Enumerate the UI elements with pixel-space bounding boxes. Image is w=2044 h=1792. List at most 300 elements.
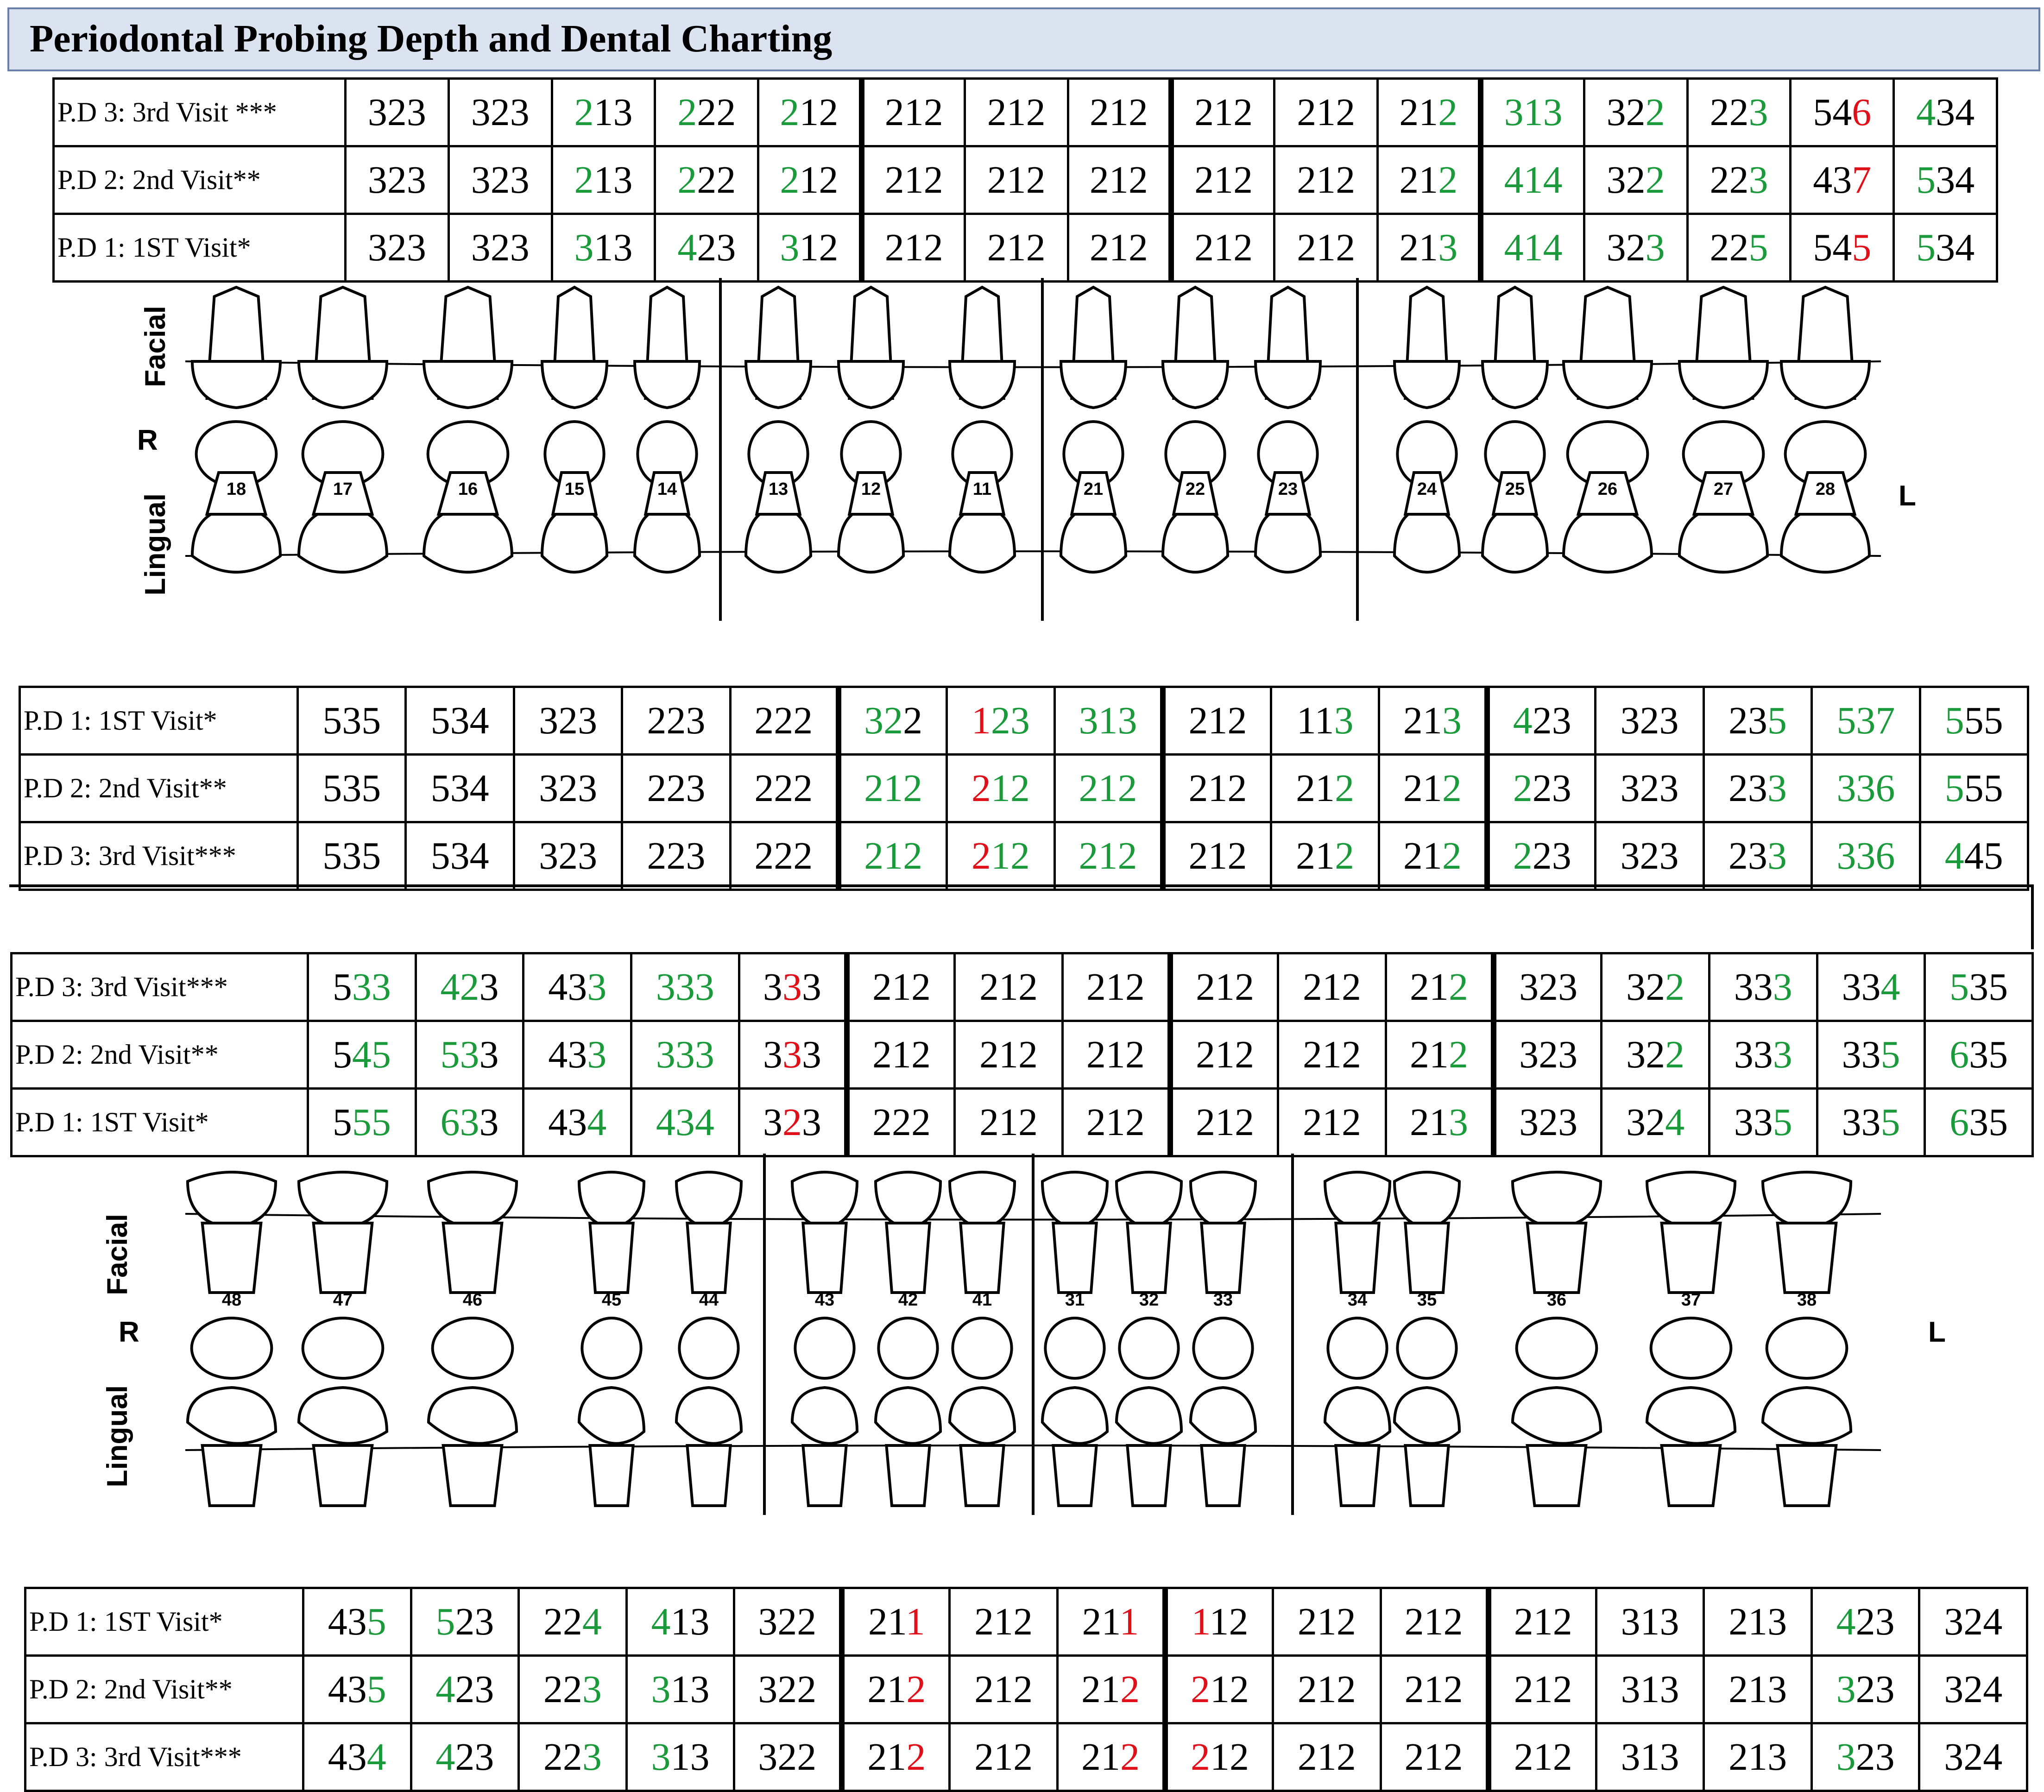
probing-depth-cell (626, 1723, 734, 1791)
probing-digit: 4 (469, 699, 489, 742)
probing-digit: 4 (1983, 1668, 2003, 1711)
probing-digit: 2 (1399, 158, 1419, 202)
probing-digit: 2 (1120, 1668, 1140, 1711)
probing-digit: 3 (690, 1600, 710, 1643)
probing-digit: 2 (1235, 1033, 1255, 1076)
probing-depth-cell (1378, 79, 1481, 146)
probing-depth-cell (308, 1021, 416, 1089)
probing-digit: 2 (1336, 1600, 1356, 1643)
probing-digit: 1 (1419, 91, 1438, 134)
visit-label: P.D 1: 1ST Visit* (12, 1089, 308, 1156)
probing-depth-cell (1055, 755, 1163, 822)
probing-digit: 3 (690, 1735, 710, 1779)
probing-depth-cell (1487, 687, 1595, 755)
probing-digit: 3 (510, 91, 530, 134)
probing-digit: 2 (1403, 699, 1423, 742)
probing-digit: 1 (1316, 91, 1336, 134)
probing-depth-cell (847, 953, 955, 1021)
probing-digit: 2 (543, 1735, 563, 1779)
probing-digit: 2 (1297, 158, 1317, 202)
probing-digit: 2 (1442, 834, 1462, 877)
probing-digit: 1 (998, 1033, 1018, 1076)
probing-digit: 2 (1552, 1735, 1572, 1779)
probing-digit: 3 (574, 226, 594, 269)
probing-digit: 2 (971, 834, 991, 877)
visit-label: P.D 2: 2nd Visit** (25, 1656, 303, 1723)
probing-digit: 2 (1646, 1033, 1665, 1076)
probing-digit: 4 (435, 1735, 455, 1779)
probing-depth-cell (1811, 1656, 1919, 1723)
upper-top-probing-table (52, 77, 1998, 283)
probing-digit: 3 (568, 1101, 587, 1144)
probing-digit: 2 (1117, 834, 1137, 877)
probing-row (12, 1089, 2033, 1156)
probing-digit: 3 (801, 1033, 821, 1076)
probing-digit: 4 (1983, 1600, 2003, 1643)
probing-digit: 2 (777, 1735, 797, 1779)
probing-digit: 2 (1448, 965, 1468, 1009)
probing-digit: 2 (1409, 1101, 1429, 1144)
visit-label: P.D 3: 3rd Visit*** (25, 1723, 303, 1791)
probing-digit: 5 (1813, 226, 1833, 269)
probing-digit: 3 (1620, 767, 1640, 810)
probing-depth-cell (730, 687, 838, 755)
probing-digit: 2 (558, 767, 578, 810)
tooth-31 (1042, 1172, 1107, 1506)
probing-depth-cell (622, 687, 730, 755)
probing-digit: 2 (903, 699, 923, 742)
probing-digit: 1 (1314, 699, 1334, 742)
probing-digit: 2 (797, 1735, 817, 1779)
probing-digit: 1 (883, 834, 903, 877)
probing-digit: 2 (1532, 834, 1552, 877)
probing-digit: 3 (1836, 834, 1856, 877)
probing-digit: 1 (1119, 1600, 1139, 1643)
probing-digit: 3 (1753, 965, 1773, 1009)
probing-digit: 4 (1813, 158, 1833, 202)
probing-depth-cell (1596, 1723, 1704, 1791)
probing-digit: 3 (450, 699, 470, 742)
probing-digit: 3 (758, 1600, 778, 1643)
tooth-22 (1163, 287, 1228, 572)
probing-depth-cell (1378, 146, 1481, 214)
probing-digit: 2 (1963, 1600, 1983, 1643)
tooth-37 (1647, 1172, 1735, 1506)
probing-digit: 1 (1322, 1033, 1342, 1076)
probing-digit: 2 (1081, 1735, 1101, 1779)
probing-digit: 2 (1963, 1735, 1983, 1779)
tooth-number: 17 (333, 480, 353, 499)
probing-digit: 2 (903, 767, 923, 810)
probing-depth-cell (839, 755, 946, 822)
probing-digit: 2 (1399, 91, 1419, 134)
probing-depth-cell (842, 1656, 950, 1723)
probing-digit: 1 (1191, 1600, 1210, 1643)
probing-digit: 5 (1949, 965, 1969, 1009)
probing-digit: 3 (406, 158, 426, 202)
probing-digit: 3 (1836, 1735, 1856, 1779)
probing-digit: 1 (1214, 91, 1234, 134)
tooth-44 (676, 1172, 741, 1506)
probing-digit: 2 (923, 226, 943, 269)
probing-digit: 2 (923, 158, 943, 202)
probing-depth-cell (411, 1588, 519, 1656)
probing-digit: 2 (1297, 1668, 1317, 1711)
probing-digit: 2 (677, 91, 697, 134)
probing-digit: 4 (469, 834, 489, 877)
probing-digit: 3 (675, 1033, 695, 1076)
probing-depth-cell (1381, 1588, 1489, 1656)
probing-depth-cell (1709, 1021, 1817, 1089)
probing-digit: 2 (1018, 1033, 1038, 1076)
probing-digit: 1 (799, 91, 819, 134)
probing-digit: 3 (1552, 834, 1571, 877)
probing-digit: 2 (819, 226, 839, 269)
probing-digit: 2 (1235, 965, 1255, 1009)
probing-digit: 2 (1855, 1600, 1875, 1643)
probing-digit: 2 (455, 1668, 475, 1711)
probing-digit: 1 (1533, 1735, 1553, 1779)
probing-digit: 3 (347, 1668, 367, 1711)
probing-digit: 2 (1230, 1735, 1249, 1779)
probing-digit: 2 (387, 158, 407, 202)
probing-digit: 3 (1645, 226, 1665, 269)
section-divider-right (2031, 884, 2034, 949)
probing-digit: 3 (1659, 699, 1679, 742)
probing-digit: 2 (1646, 1101, 1665, 1144)
probing-digit: 3 (539, 767, 559, 810)
probing-digit: 5 (1916, 158, 1936, 202)
probing-digit: 5 (1988, 1033, 2008, 1076)
probing-digit: 2 (387, 226, 407, 269)
probing-digit: 3 (1558, 1033, 1578, 1076)
upper-bottom-probing-table (19, 686, 2029, 891)
probing-depth-cell (734, 1656, 842, 1723)
probing-digit: 3 (460, 1101, 479, 1144)
probing-digit: 4 (1955, 158, 1975, 202)
probing-digit: 2 (1128, 158, 1148, 202)
probing-digit: 3 (1969, 1101, 1989, 1144)
probing-digit: 2 (971, 767, 991, 810)
tooth-number: 12 (861, 480, 881, 499)
probing-digit: 1 (905, 1600, 925, 1643)
probing-digit: 1 (1533, 1600, 1553, 1643)
probing-digit: 2 (1342, 965, 1362, 1009)
probing-digit: 2 (1552, 1600, 1572, 1643)
right-side-label: R (119, 1316, 139, 1348)
probing-digit: 2 (987, 226, 1007, 269)
probing-digit: 3 (342, 699, 362, 742)
probing-digit: 1 (1296, 699, 1315, 742)
probing-digit: 2 (1514, 1600, 1533, 1643)
probing-digit: 2 (1728, 699, 1748, 742)
probing-digit: 1 (1109, 226, 1129, 269)
left-side-label: L (1899, 480, 1916, 512)
probing-digit: 2 (1336, 1735, 1356, 1779)
probing-digit: 1 (1317, 1735, 1337, 1779)
probing-digit: 5 (1988, 965, 2008, 1009)
probing-depth-cell (346, 79, 449, 146)
probing-digit: 2 (1303, 965, 1323, 1009)
probing-digit: 3 (782, 1033, 802, 1076)
probing-digit: 3 (474, 1735, 494, 1779)
probing-depth-cell (655, 146, 758, 214)
probing-digit: 2 (1089, 226, 1109, 269)
probing-digit: 1 (1006, 158, 1026, 202)
probing-depth-cell (1596, 755, 1703, 822)
tooth-number: 36 (1546, 1290, 1567, 1310)
probing-digit: 2 (1963, 1668, 1983, 1711)
probing-digit: 2 (1409, 965, 1429, 1009)
probing-digit: 4 (328, 1668, 347, 1711)
section-divider (9, 884, 2034, 887)
probing-digit: 2 (1188, 767, 1208, 810)
probing-digit: 2 (974, 1735, 994, 1779)
probing-depth-cell (416, 1021, 524, 1089)
probing-digit: 2 (1729, 226, 1749, 269)
upper-dental-chart (0, 269, 2044, 630)
probing-depth-cell (1596, 1656, 1704, 1723)
tooth-number: 11 (972, 480, 992, 499)
probing-digit: 2 (987, 158, 1007, 202)
probing-digit: 4 (1513, 699, 1533, 742)
probing-digit: 3 (406, 91, 426, 134)
visit-label: P.D 3: 3rd Visit *** (54, 79, 346, 146)
probing-digit: 2 (1404, 1735, 1424, 1779)
probing-digit: 3 (1621, 1735, 1640, 1779)
probing-depth-cell (1494, 1089, 1602, 1156)
probing-digit: 1 (670, 1668, 690, 1711)
tooth-26 (1564, 287, 1652, 572)
probing-digit: 4 (1543, 158, 1563, 202)
probing-digit: 2 (1013, 1668, 1033, 1711)
probing-digit: 2 (774, 767, 794, 810)
probing-digit: 2 (1296, 767, 1316, 810)
probing-digit: 4 (548, 1101, 568, 1144)
probing-digit: 3 (1747, 834, 1767, 877)
probing-depth-cell (1068, 79, 1171, 146)
probing-digit: 1 (990, 767, 1010, 810)
probing-depth-cell (519, 1723, 627, 1791)
probing-digit: 2 (868, 1600, 888, 1643)
probing-digit: 3 (1856, 834, 1876, 877)
probing-depth-cell (1278, 1089, 1386, 1156)
probing-digit: 2 (1191, 1735, 1211, 1779)
probing-depth-cell (1894, 79, 1997, 146)
probing-digit: 4 (352, 1033, 372, 1076)
probing-digit: 3 (578, 699, 598, 742)
visit-label: P.D 1: 1ST Visit* (54, 214, 346, 282)
probing-digit: 2 (666, 699, 686, 742)
probing-digit: 3 (1552, 767, 1571, 810)
probing-digit: 1 (1006, 226, 1026, 269)
probing-digit: 2 (562, 1600, 582, 1643)
probing-depth-cell (1812, 687, 1920, 755)
probing-digit: 2 (979, 1101, 999, 1144)
probing-digit: 2 (1645, 91, 1665, 134)
probing-digit: 1 (1640, 1600, 1660, 1643)
probing-digit: 4 (328, 1735, 347, 1779)
probing-digit: 2 (990, 699, 1010, 742)
probing-digit: 3 (367, 158, 387, 202)
probing-depth-cell (1919, 1723, 2027, 1791)
probing-digit: 2 (1013, 1735, 1033, 1779)
probing-digit: 5 (361, 834, 381, 877)
probing-digit: 2 (647, 834, 667, 877)
probing-depth-cell (524, 1089, 631, 1156)
probing-digit: 1 (1533, 1668, 1553, 1711)
probing-digit: 1 (1322, 965, 1342, 1009)
probing-digit: 2 (911, 1101, 931, 1144)
probing-digit: 2 (1233, 158, 1253, 202)
probing-digit: 5 (1964, 767, 1984, 810)
probing-digit: 4 (1955, 91, 1975, 134)
tooth-number: 22 (1185, 480, 1205, 499)
probing-depth-cell (524, 953, 631, 1021)
probing-depth-cell (622, 822, 730, 890)
probing-depth-cell (303, 1723, 411, 1791)
probing-digit: 4 (548, 1033, 568, 1076)
lower-top-probing-table (10, 952, 2034, 1157)
probing-digit: 2 (872, 1101, 892, 1144)
probing-digit: 5 (1836, 699, 1856, 742)
probing-digit: 1 (994, 1600, 1014, 1643)
lower-teeth-drawing (0, 1154, 2044, 1524)
probing-digit: 2 (780, 158, 800, 202)
probing-digit: 2 (1194, 91, 1214, 134)
probing-digit: 3 (690, 1668, 710, 1711)
tooth-25 (1483, 287, 1547, 572)
probing-digit: 1 (1424, 1600, 1444, 1643)
probing-digit: 2 (1532, 699, 1552, 742)
probing-digit: 3 (1856, 767, 1876, 810)
probing-digit: 2 (1399, 226, 1419, 269)
probing-depth-cell (1068, 146, 1171, 214)
probing-digit: 2 (1010, 834, 1030, 877)
probing-depth-cell (955, 1089, 1063, 1156)
probing-depth-cell (1920, 822, 2028, 890)
probing-digit: 3 (539, 699, 559, 742)
probing-digit: 2 (1443, 1735, 1463, 1779)
probing-digit: 2 (455, 1735, 475, 1779)
probing-digit: 2 (1539, 1033, 1558, 1076)
probing-digit: 3 (1620, 699, 1640, 742)
probing-depth-cell (1925, 953, 2033, 1021)
tooth-number: 33 (1213, 1290, 1233, 1310)
probing-digit: 1 (1215, 1101, 1235, 1144)
tooth-number: 18 (226, 480, 246, 499)
probing-digit: 4 (469, 767, 489, 810)
probing-digit: 3 (471, 158, 491, 202)
probing-digit: 2 (1196, 965, 1216, 1009)
probing-digit: 3 (1334, 699, 1354, 742)
probing-digit: 3 (406, 226, 426, 269)
probing-digit: 2 (1013, 1600, 1033, 1643)
tooth-48 (188, 1172, 276, 1506)
probing-digit: 3 (1969, 965, 1989, 1009)
probing-digit: 3 (613, 226, 633, 269)
tooth-32 (1117, 1172, 1181, 1506)
probing-depth-cell (1386, 1089, 1494, 1156)
probing-depth-cell (946, 687, 1054, 755)
probing-digit: 1 (1424, 1735, 1444, 1779)
probing-digit: 3 (342, 834, 362, 877)
probing-row (20, 755, 2028, 822)
probing-digit: 3 (1842, 1101, 1861, 1144)
probing-digit: 1 (883, 767, 903, 810)
probing-depth-cell (730, 755, 838, 822)
probing-digit: 2 (1227, 699, 1247, 742)
probing-digit: 6 (1949, 1101, 1969, 1144)
probing-digit: 3 (1626, 1101, 1646, 1144)
probing-digit: 5 (1748, 226, 1768, 269)
probing-digit: 2 (1855, 1735, 1875, 1779)
probing-digit: 5 (1916, 226, 1936, 269)
probing-digit: 3 (1842, 965, 1861, 1009)
probing-digit: 1 (1317, 1600, 1337, 1643)
probing-digit: 2 (911, 965, 931, 1009)
probing-digit: 3 (1944, 1735, 1964, 1779)
probing-digit: 2 (797, 1668, 817, 1711)
probing-depth-cell (1273, 1656, 1381, 1723)
probing-digit: 2 (1729, 1668, 1748, 1711)
probing-digit: 3 (1620, 834, 1640, 877)
lingual-label: Lingual (101, 1385, 133, 1488)
probing-digit: 2 (793, 699, 813, 742)
tooth-number: 25 (1505, 480, 1525, 499)
probing-digit: 2 (1403, 767, 1423, 810)
probing-digit: 5 (1983, 699, 2003, 742)
probing-digit: 1 (1214, 158, 1234, 202)
probing-digit: 1 (670, 1735, 690, 1779)
probing-digit: 4 (656, 1101, 675, 1144)
probing-digit: 2 (1079, 767, 1098, 810)
probing-digit: 2 (460, 965, 479, 1009)
probing-digit: 3 (367, 226, 387, 269)
probing-digit: 3 (651, 1735, 671, 1779)
probing-digit: 2 (793, 767, 813, 810)
probing-digit: 3 (1626, 965, 1646, 1009)
probing-depth-cell (1170, 1089, 1278, 1156)
probing-digit: 1 (1101, 1600, 1120, 1643)
tooth-34 (1325, 1172, 1390, 1506)
probing-digit: 2 (1125, 1033, 1145, 1076)
tooth-45 (579, 1172, 644, 1506)
probing-digit: 3 (1621, 1600, 1640, 1643)
probing-depth-cell (1274, 146, 1378, 214)
probing-depth-cell (411, 1723, 519, 1791)
probing-digit: 2 (872, 1033, 892, 1076)
probing-depth-cell (1271, 755, 1379, 822)
probing-digit: 6 (1852, 91, 1872, 134)
tooth-15 (542, 287, 607, 572)
probing-digit: 3 (801, 965, 821, 1009)
probing-digit: 4 (1832, 226, 1852, 269)
probing-depth-cell (1278, 953, 1386, 1021)
probing-digit: 5 (366, 1600, 386, 1643)
page-title: Periodontal Probing Depth and Dental Charting (7, 7, 2040, 71)
probing-digit: 2 (1342, 1101, 1362, 1144)
probing-digit: 4 (328, 1600, 347, 1643)
probing-digit: 5 (371, 1101, 391, 1144)
probing-depth-cell (1709, 1089, 1817, 1156)
probing-digit: 3 (656, 1033, 675, 1076)
tooth-11 (950, 287, 1015, 572)
probing-depth-cell (1602, 953, 1710, 1021)
probing-digit: 3 (694, 1033, 714, 1076)
probing-digit: 5 (322, 699, 342, 742)
probing-depth-cell (1704, 1588, 1812, 1656)
